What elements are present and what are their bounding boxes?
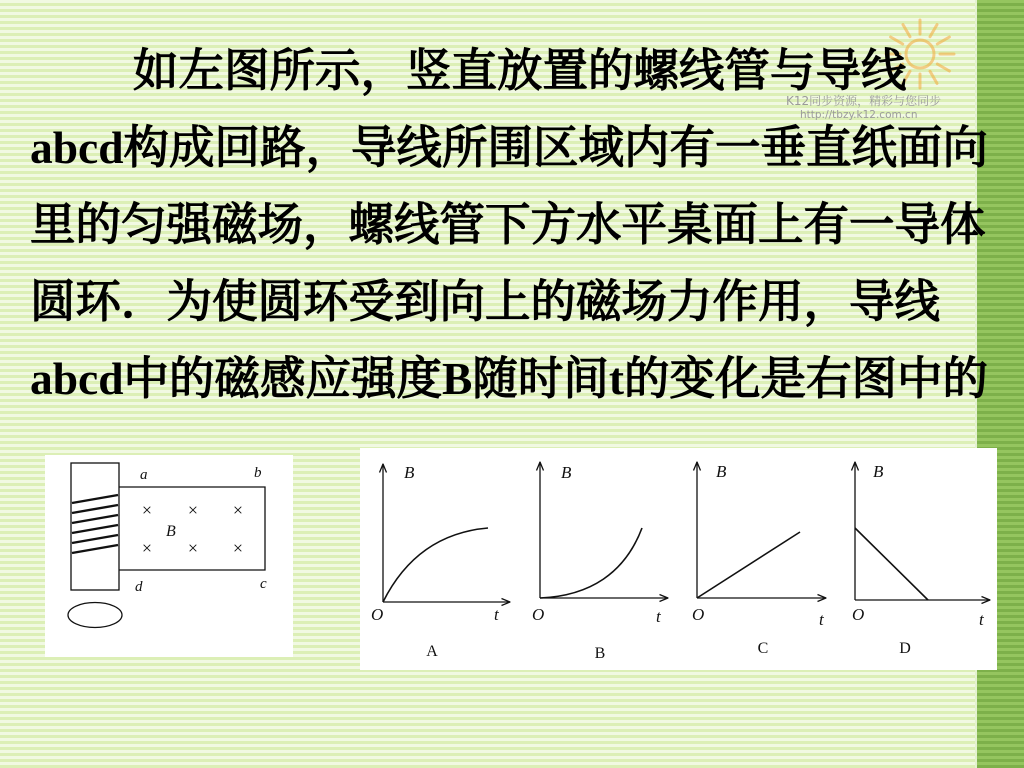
circuit-figure: [45, 455, 293, 657]
y-axis-label: B: [716, 462, 727, 481]
watermark-url: http://tbzy.k12.com.cn: [800, 109, 918, 121]
question-line-2: abcd构成回路，导线所围区域内有一垂直纸面向: [30, 122, 989, 173]
solenoid-windings: [72, 495, 118, 553]
graph-option-c: [692, 462, 826, 657]
corner-label-c: c: [260, 576, 267, 592]
graph-option-d: [852, 462, 990, 657]
graph-option-a: [371, 463, 510, 660]
x-axis-label: t: [819, 610, 824, 629]
conductor-ring: [68, 603, 122, 628]
question-line-4: 圆环．为使圆环受到向上的磁场力作用，导线: [30, 276, 941, 327]
option-label: D: [899, 640, 911, 657]
question-line-1: 如左图所示，竖直放置的螺线管与导线: [133, 45, 907, 96]
solenoid-winding: [72, 505, 118, 513]
y-axis-label: B: [404, 463, 415, 482]
b-t-line: [697, 532, 800, 598]
y-axis-label: B: [873, 462, 884, 481]
magnetic-field-crosses: [142, 500, 243, 558]
field-cross: ×: [232, 500, 244, 520]
option-label: C: [757, 640, 769, 657]
field-label: B: [166, 523, 176, 540]
circuit-diagram: [45, 455, 293, 657]
graph-options-diagram: [360, 448, 997, 670]
corner-label-a: a: [140, 467, 148, 483]
x-axis-label: t: [494, 605, 499, 624]
option-label: A: [426, 643, 438, 660]
x-axis-label: t: [979, 610, 984, 629]
field-cross: ×: [141, 500, 153, 520]
x-axis-label: t: [656, 607, 661, 626]
solenoid-winding: [72, 515, 118, 523]
b-t-line: [855, 528, 928, 600]
question-line-5: abcd中的磁感应强度B随时间t的变化是右图中的: [30, 353, 989, 404]
field-cross: ×: [187, 500, 199, 520]
y-axis-label: B: [561, 463, 572, 482]
b-t-curve: [383, 528, 488, 602]
corner-label-d: d: [135, 579, 143, 595]
origin-label: O: [692, 605, 705, 624]
graph-options-figure: [360, 448, 997, 670]
origin-label: O: [371, 605, 384, 624]
solenoid-winding: [72, 545, 118, 553]
graph-option-b: [532, 462, 668, 662]
corner-label-b: b: [254, 465, 262, 481]
b-t-curve: [540, 528, 642, 598]
field-cross: ×: [232, 538, 244, 558]
question-text: [30, 32, 1000, 417]
origin-label: O: [852, 605, 865, 624]
option-label: B: [594, 645, 606, 662]
solenoid-winding: [72, 495, 118, 503]
solenoid-winding: [72, 525, 118, 533]
watermark-slogan: K12同步资源，精彩与您同步: [786, 94, 942, 108]
field-cross: ×: [187, 538, 199, 558]
origin-label: O: [532, 605, 545, 624]
solenoid-winding: [72, 535, 118, 543]
question-line-3: 里的匀强磁场，螺线管下方水平桌面上有一导体: [30, 199, 986, 250]
field-cross: ×: [141, 538, 153, 558]
